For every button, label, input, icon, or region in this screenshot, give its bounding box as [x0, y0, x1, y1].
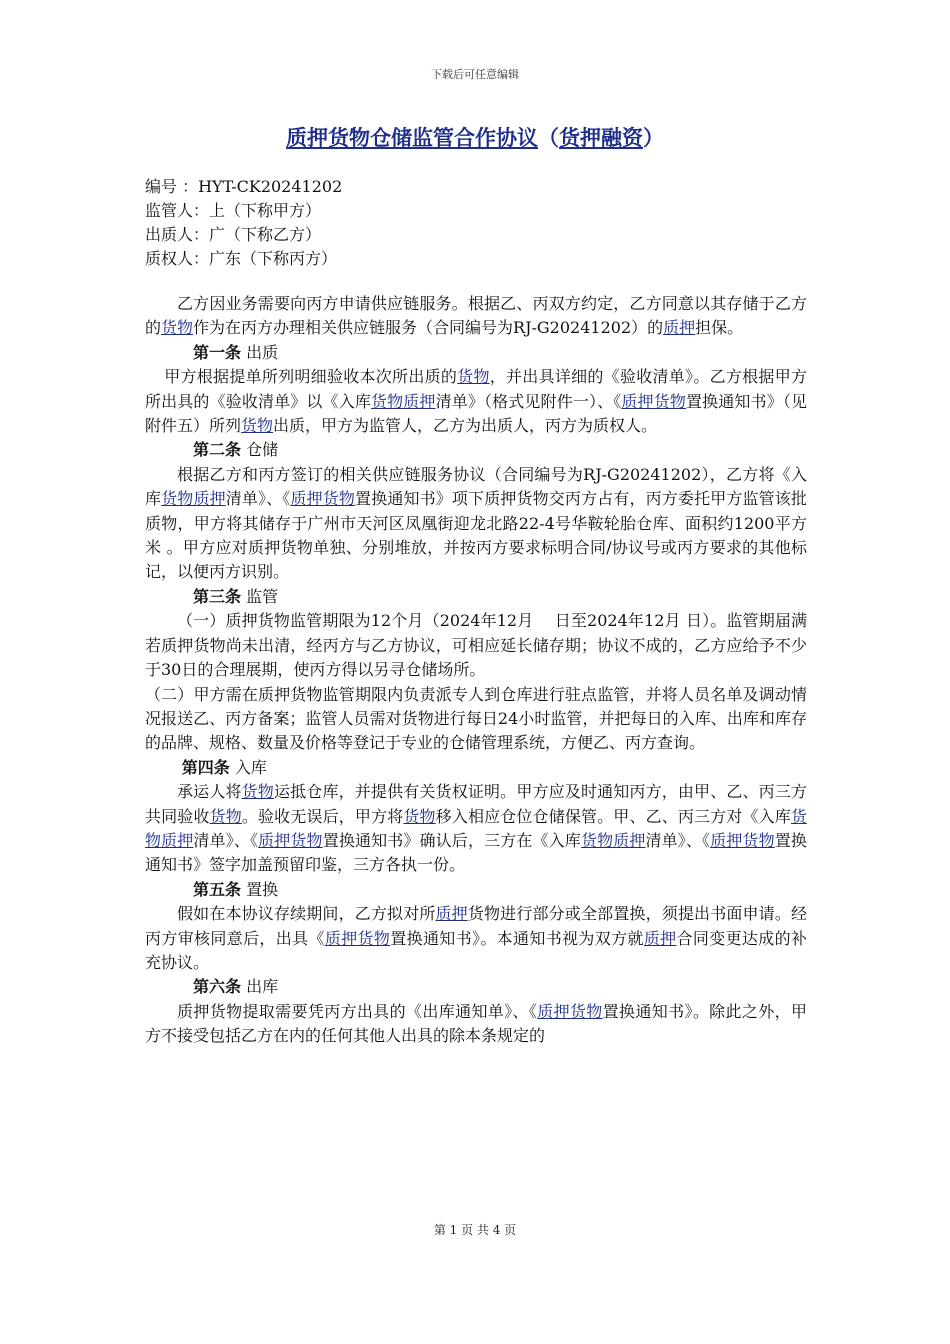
title-paren-open: （	[538, 125, 559, 150]
article-title: 入库	[234, 757, 267, 777]
article-title: 出质	[246, 342, 279, 362]
title-paren-close: ）	[643, 125, 664, 150]
term-link[interactable]: 货物	[457, 367, 490, 387]
article-5-paragraph	[145, 902, 807, 975]
term-link[interactable]: 货物质押	[370, 391, 436, 411]
text-run: 货物进行部分或全部置换，须提出书面申请。经丙方审核同意后，出具《	[145, 904, 807, 948]
text-run: 作为在丙方办理相关供应链服务（合同编号为RJ-G20241202）的	[193, 318, 664, 338]
text-run: 置换通知书》项下质押货物交丙方占有，丙方委托甲方监管该批质物，甲方将其储存于广州市天河区凤凰街迎龙北路22-4号华鞍轮胎仓库、面积约1200平方米 。甲方应对质押货物单独、分别堆放，并按丙方要求标明合同/协议号或丙方要求的其他标记，以便丙方识别。	[145, 489, 807, 582]
text-run: 置换通知书》。本通知书视为双方就	[390, 928, 644, 948]
article-title: 出库	[246, 977, 279, 997]
page-footer: 第 1 页 共 4 页	[433, 1223, 517, 1237]
article-title: 置换	[246, 879, 279, 899]
text-run: 根据乙方和丙方签订的相关供应链服务协议（合同编号为RJ-G20241202），乙方将《入库	[145, 464, 807, 509]
article-1-heading	[145, 341, 807, 365]
article-1-paragraph	[145, 365, 807, 438]
title-main: 质押货物仓储监管合作协议	[286, 125, 538, 150]
text-run: 甲方根据提单所列明细验收本次所出质的	[164, 367, 458, 387]
term-link[interactable]: 货物	[209, 806, 242, 826]
term-link[interactable]: 质押货物	[621, 391, 686, 411]
article-4-paragraph	[145, 780, 807, 878]
text-run: 置换通知书》。除此之外，甲方不接受包括乙方在内的任何其他人出具的除本条规定的	[145, 1001, 807, 1046]
term-link[interactable]: 质押货物	[258, 830, 323, 850]
text-run: 置换通知书》（见附件五）所列	[145, 391, 807, 436]
term-link[interactable]: 质押货物	[290, 489, 356, 509]
text-run: 清单》、《	[193, 830, 259, 850]
term-link[interactable]: 质押货物	[710, 830, 775, 850]
article-number: 第五条	[193, 879, 242, 899]
text-run: 置换通知书》确认后，三方在《入库	[322, 830, 581, 850]
contract-meta	[145, 175, 342, 271]
term-link[interactable]: 质押	[663, 318, 696, 338]
article-4-heading	[145, 756, 807, 780]
term-link[interactable]: 质押	[435, 904, 468, 924]
term-link[interactable]: 货物	[241, 782, 274, 802]
article-6-paragraph	[145, 1000, 807, 1049]
article-title: 仓储	[246, 440, 279, 460]
pledgee-party: 质权人：广东（下称丙方）	[145, 249, 338, 268]
text-run: 担保。	[695, 318, 744, 338]
term-link[interactable]: 货物质押	[161, 489, 226, 509]
article-2-heading	[145, 438, 807, 462]
article-6-heading	[145, 975, 807, 999]
term-link[interactable]: 货物质押	[580, 830, 646, 850]
text-run: 置换通知书》签字加盖预留印鉴，三方各执一份。	[145, 830, 807, 875]
article-2-paragraph	[145, 463, 807, 585]
text-run: ，并出具详细的《验收清单》。乙方根据甲方所出具的《验收清单》以《入库	[145, 367, 807, 411]
text-run: 运抵仓库，并提供有关货权证明。甲方应及时通知丙方，由甲、乙、丙三方共同验收	[145, 782, 807, 826]
term-link[interactable]: 货物	[241, 416, 274, 436]
text-run: 。验收无误后，甲方将	[241, 806, 404, 826]
article-3-clause-1: （一）质押货物监管期限为12个月（2024年12月 日至2024年12月 日）。监管期届满若质押货物尚未出清，经丙方与乙方协议，可相应延长储存期；协议不成的，乙方应给予不少于30日的合理展期，使丙方得以另寻仓储场所。	[145, 611, 807, 680]
page-header: 下载后可任意编辑	[431, 68, 519, 81]
article-5-heading	[145, 878, 807, 902]
term-link[interactable]: 质押货物	[324, 928, 391, 948]
text-run: 质押货物提取需要凭丙方出具的《出库通知单》、《	[177, 1001, 538, 1021]
term-link[interactable]: 质押货物	[537, 1001, 603, 1021]
text-run: 承运人将	[177, 782, 242, 802]
article-title: 监管	[246, 586, 279, 606]
text-run: 出质，甲方为监管人，乙方为出质人，丙方为质权人。	[273, 416, 658, 436]
text-run: 移入相应仓位仓储保管。甲、乙、丙三方对《入库	[435, 806, 791, 826]
text-run: 清单》、《	[225, 489, 291, 509]
article-number: 第三条	[193, 586, 242, 606]
term-link[interactable]: 货物	[161, 318, 194, 338]
article-3-heading	[145, 585, 807, 609]
article-number: 第四条	[181, 757, 230, 777]
text-run: 假如在本协议存续期间，乙方拟对所	[177, 904, 436, 924]
term-link[interactable]: 货物质押	[145, 806, 807, 850]
intro-paragraph	[145, 292, 807, 341]
text-run: 清单》、《	[645, 830, 711, 850]
pledgor-party: 出质人：广（下称乙方）	[145, 225, 322, 244]
text-run: 清单》（格式见附件一）、《	[435, 391, 622, 411]
text-run: 乙方因业务需要向丙方申请供应链服务。根据乙、丙双方约定，乙方同意以其存储于乙方的	[145, 294, 807, 338]
document-title	[0, 122, 950, 152]
contract-number: 编号 ：HYT-CK20241202	[145, 177, 343, 196]
article-3-clause-2: （二）甲方需在质押货物监管期限内负责派专人到仓库进行驻点监管，并将人员名单及调动情况报送乙、丙方备案；监管人员需对货物进行每日24小时监管，并把每日的入库、出库和库存的品牌、规格、数量及价格等登记于专业的仓储管理系统，方便乙、丙方查询。	[145, 684, 807, 753]
term-link[interactable]: 质押	[643, 928, 677, 948]
document-body	[145, 292, 807, 1049]
text-run: 合同变更达成的补充协议。	[145, 928, 807, 972]
title-sub: 货押融资	[559, 125, 643, 150]
term-link[interactable]: 货物	[403, 806, 436, 826]
article-number: 第六条	[193, 977, 242, 997]
supervisor-party: 监管人：上（下称甲方）	[145, 201, 322, 220]
article-number: 第二条	[193, 440, 242, 460]
article-number: 第一条	[193, 342, 242, 362]
